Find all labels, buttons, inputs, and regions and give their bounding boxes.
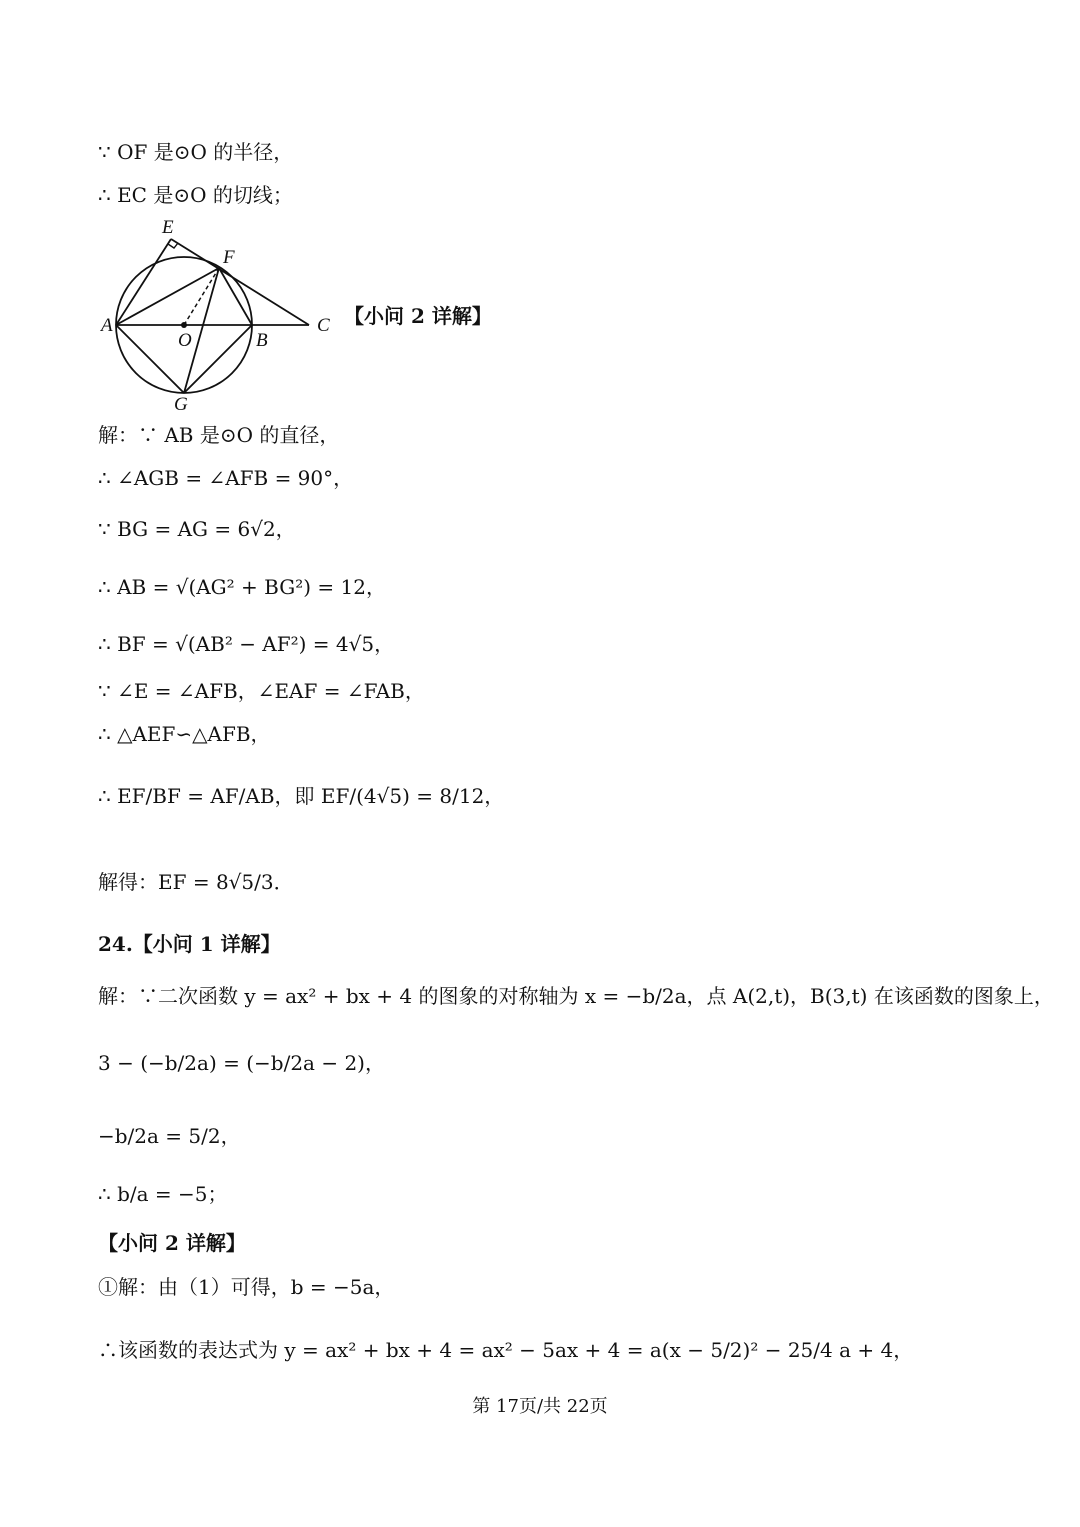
line-function-expression bbox=[98, 1336, 913, 1364]
proof-line-17: ∴该函数的表达式为 y = ax² + bx + 4 = ax² − 5ax + 4 = a(x − 5/2)² − 25/4 a + 4， bbox=[98, 1338, 914, 1362]
segment-of-dashed bbox=[184, 268, 219, 325]
label-e: E bbox=[162, 217, 174, 238]
question-24-heading-text: 24.【小问 1 详解】 bbox=[98, 932, 281, 956]
line-axis-of-symmetry bbox=[98, 982, 1054, 1010]
line-equal-angles bbox=[98, 677, 425, 705]
proof-line-3: 解：∵ AB 是⊙O 的直径， bbox=[98, 423, 340, 447]
right-angle-mark bbox=[168, 243, 178, 248]
proof-line-12: 解：∵二次函数 y = ax² + bx + 4 的图象的对称轴为 x = −b/2a，点 A(2,t)，B(3,t) 在该函数的图象上， bbox=[98, 984, 1054, 1008]
subquestion-2-heading-b bbox=[98, 1229, 246, 1257]
line-proportion bbox=[98, 782, 504, 810]
segment-ag bbox=[116, 325, 184, 393]
center-point-o bbox=[181, 322, 187, 328]
proof-line-13: 3 − (−b/2a) = (−b/2a − 2)， bbox=[98, 1051, 385, 1075]
circle-geometry-diagram bbox=[96, 212, 346, 417]
proof-line-11: 解得：EF = 8√5/3． bbox=[98, 870, 294, 894]
question-24-heading bbox=[98, 930, 281, 958]
label-b: B bbox=[256, 330, 268, 351]
proof-line-5: ∵ BG = AG = 6√2， bbox=[98, 517, 296, 541]
proof-line-14: −b/2a = 5/2， bbox=[98, 1124, 241, 1148]
line-b-equals bbox=[98, 1273, 394, 1301]
line-right-angles bbox=[98, 464, 353, 492]
line-bf-length bbox=[98, 630, 394, 658]
label-o: O bbox=[178, 330, 192, 351]
subquestion-2-heading-b-text: 【小问 2 详解】 bbox=[98, 1231, 246, 1255]
subquestion-2-heading bbox=[344, 302, 492, 330]
line-symmetry-equation bbox=[98, 1049, 385, 1077]
subquestion-2-heading-text: 【小问 2 详解】 bbox=[344, 304, 492, 328]
proof-line-8: ∵ ∠E = ∠AFB，∠EAF = ∠FAB， bbox=[98, 679, 425, 703]
line-b-over-a bbox=[98, 1180, 228, 1208]
proof-line-9: ∴ △AEF∽△AFB， bbox=[98, 722, 271, 746]
segment-af bbox=[116, 268, 219, 325]
line-bg-ag bbox=[98, 515, 296, 543]
line-tangent-conclusion bbox=[98, 181, 293, 209]
proof-line-15: ∴ b/a = −5； bbox=[98, 1182, 228, 1206]
proof-line-4: ∴ ∠AGB = ∠AFB = 90°， bbox=[98, 466, 354, 490]
label-g: G bbox=[174, 394, 188, 415]
segment-fb bbox=[219, 268, 252, 325]
line-axis-value bbox=[98, 1122, 241, 1150]
segment-ae bbox=[116, 239, 171, 325]
line-diameter bbox=[98, 421, 339, 449]
page-footer: 第 17页/共 22页 bbox=[472, 1396, 608, 1417]
label-c: C bbox=[317, 315, 330, 336]
line-radius-statement bbox=[98, 138, 293, 166]
proof-line-2: ∴ EC 是⊙O 的切线； bbox=[98, 183, 293, 207]
proof-line-1: ∵ OF 是⊙O 的半径， bbox=[98, 140, 294, 164]
proof-line-10: ∴ EF/BF = AF/AB，即 EF/(4√5) = 8/12， bbox=[98, 784, 505, 808]
line-ef-result bbox=[98, 868, 294, 896]
proof-line-7: ∴ BF = √(AB² − AF²) = 4√5， bbox=[98, 632, 395, 656]
proof-line-6: ∴ AB = √(AG² + BG²) = 12， bbox=[98, 575, 386, 599]
line-ab-length bbox=[98, 573, 386, 601]
line-similar-triangles bbox=[98, 720, 271, 748]
proof-line-16: ①解：由（1）可得，b = −5a， bbox=[98, 1275, 395, 1299]
label-a: A bbox=[101, 315, 113, 336]
label-f: F bbox=[223, 247, 235, 268]
